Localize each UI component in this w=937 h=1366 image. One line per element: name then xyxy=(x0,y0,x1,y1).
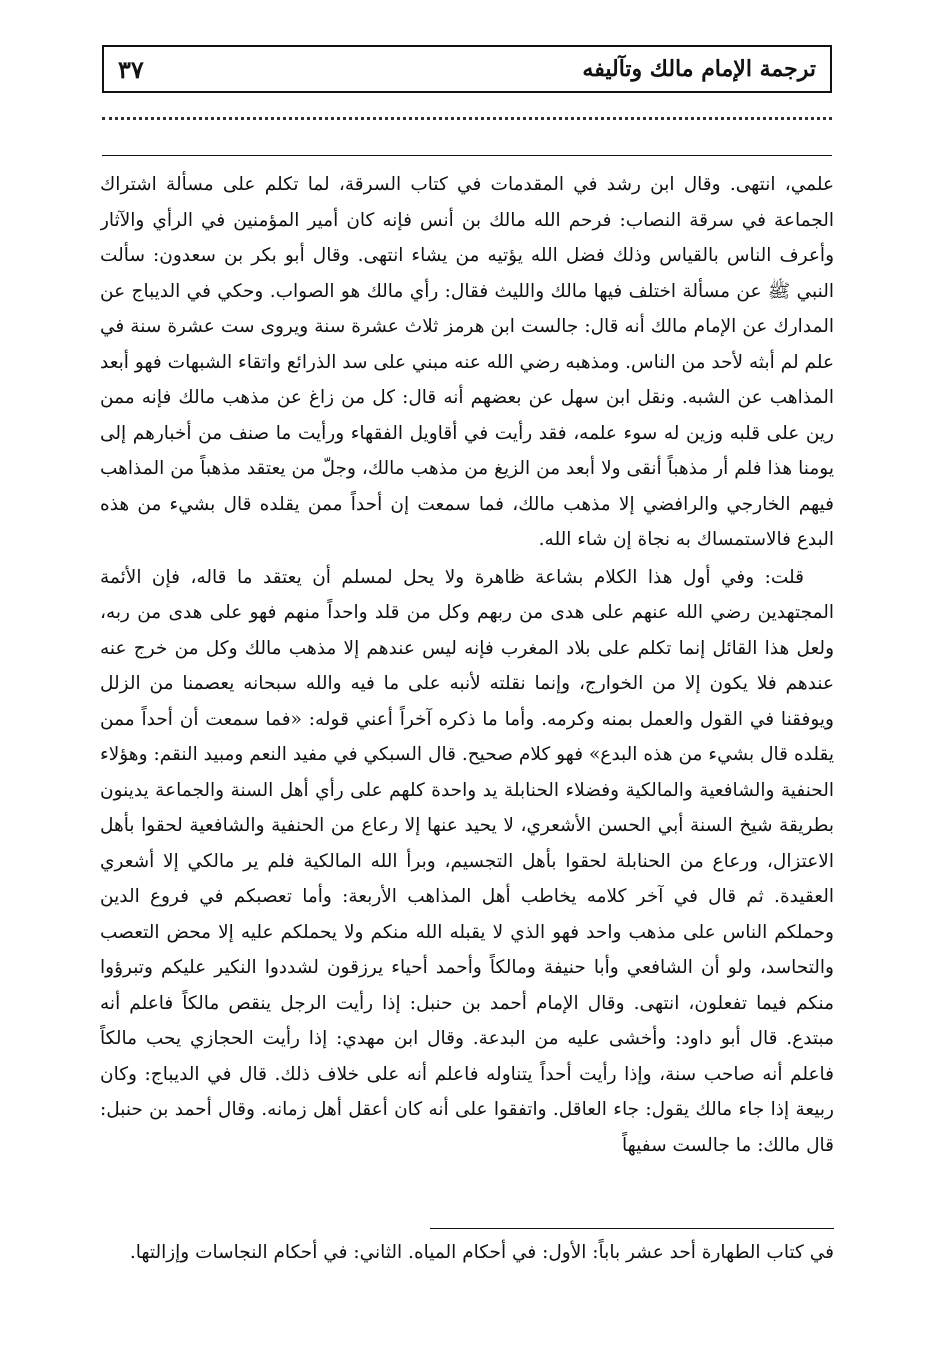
footnote-rule xyxy=(430,1228,834,1229)
paragraph-1: علمي، انتهى. وقال ابن رشد في المقدمات في كتاب السرقة، لما تكلم على مسألة اشتراك الجماعة في سرقة النصاب: فرحم الله مالك بن أنس فإنه كان أمير المؤمنين في الرأي والآثار وأعرف الناس بالقياس وذلك فضل الله يؤتيه من يشاء انتهى. وقال أبو بكر بن سعدون: سألت النبي ﷺ عن مسألة اختلف فيها مالك والليث فقال: رأي مالك هو الصواب. وحكي في الديباج عن المدارك عن الإمام مالك أنه قال: جالست ابن هرمز ثلاث عشرة سنة ويروى ست عشرة سنة في علم لم أبثه لأحد من الناس. ومذهبه رضي الله عنه مبني على سد الذرائع واتقاء الشبهات فهو أبعد المذاهب عن الشبه. ونقل ابن سهل عن بعضهم أنه قال: كل من زاغ عن مذهب مالك فإنه ممن رين على قلبه وزين له سوء علمه، فقد رأيت في أقاويل الفقهاء ورأيت ما صنف من أخبارهم إلى يومنا هذا فلم أر مذهباً أنقى ولا أبعد من الزيغ من مذهب مالك، وجلّ من يعتقد مذهباً من المذاهب فيهم الخارجي والرافضي إلا مذهب مالك، فما سمعت إن أحداً ممن يقلده قال بشيء من هذه البدع فالاستمساك به نجاة إن شاء الله. xyxy=(100,174,834,550)
paragraph-2: قلت: وفي أول هذا الكلام بشاعة ظاهرة ولا يحل لمسلم أن يعتقد ما قاله، فإن الأئمة المجتهدين رضي الله عنهم على هدى من ربهم وكل من قلد واحداً منهم فهو على هدى من ربه، ولعل هذا القائل إنما تكلم على بلاد المغرب فإنه ليس عندهم إلا مذهب مالك وكل من خرج عنه عندهم فلا يكون إلا من الخوارج، وإنما نقلته لأنبه على ما فيه والله سبحانه يعصمنا من الزلل ويوفقنا في القول والعمل بمنه وكرمه. وأما ما ذكره آخراً أعني قوله: «فما سمعت أن أحداً ممن يقلده قال بشيء من هذه البدع» فهو كلام صحيح. قال السبكي في مفيد النعم ومبيد النقم: وهؤلاء الحنفية والشافعية والمالكية وفضلاء الحنابلة يد واحدة كلهم على رأي أهل السنة والجماعة يدينون بطريقة شيخ السنة أبي الحسن الأشعري، لا يحيد عنها إلا رعاع من الحنفية والشافعية لحقوا بأهل الاعتزال، ورعاع من الحنابلة لحقوا بأهل التجسيم، وبرأ الله المالكية فلم ير مالكي إلا أشعري العقيدة. ثم قال في آخر كلامه يخاطب أهل المذاهب الأربعة: وأما تعصبكم في فروع الدين وحملكم الناس على مذهب واحد فهو الذي لا يقبله الله منكم ولا يحملكم عليه إلا محض التعصب والتحاسد، ولو أن الشافعي وأبا حنيفة ومالكاً وأحمد أحياء يرزقون لشددوا النكير عليكم وتبرؤوا منكم فيما تفعلون، انتهى. وقال الإمام أحمد بن حنبل: إذا رأيت الرجل ينقص مالكاً فاعلم أنه مبتدع. قال أبو داود: وأخشى عليه من البدعة. وقال ابن مهدي: إذا رأيت الحجازي يحب مالكاً فاعلم أنه صاحب سنة، وإذا رأيت أحداً يتناوله فاعلم أنه على خلاف ذلك. قال في الديباج: وكان ربيعة إذا جاء مالك يقول: جاء العاقل. واتفقوا على أنه كان أعقل أهل زمانه. وقال أحمد بن حنبل: قال مالك: ما جالست سفيهاً xyxy=(100,566,834,1156)
footnote: في كتاب الطهارة أحد عشر باباً: الأول: في أحكام المياه. الثاني: في أحكام النجاسات وإزالتها. xyxy=(129,1242,834,1263)
main-text xyxy=(100,167,834,1207)
header-title: ترجمة الإمام مالك وتآليفه xyxy=(582,56,816,82)
body-top-rule xyxy=(102,155,832,156)
dotted-divider xyxy=(102,117,832,120)
running-header xyxy=(102,45,832,93)
page-number: ٣٧ xyxy=(118,54,144,84)
